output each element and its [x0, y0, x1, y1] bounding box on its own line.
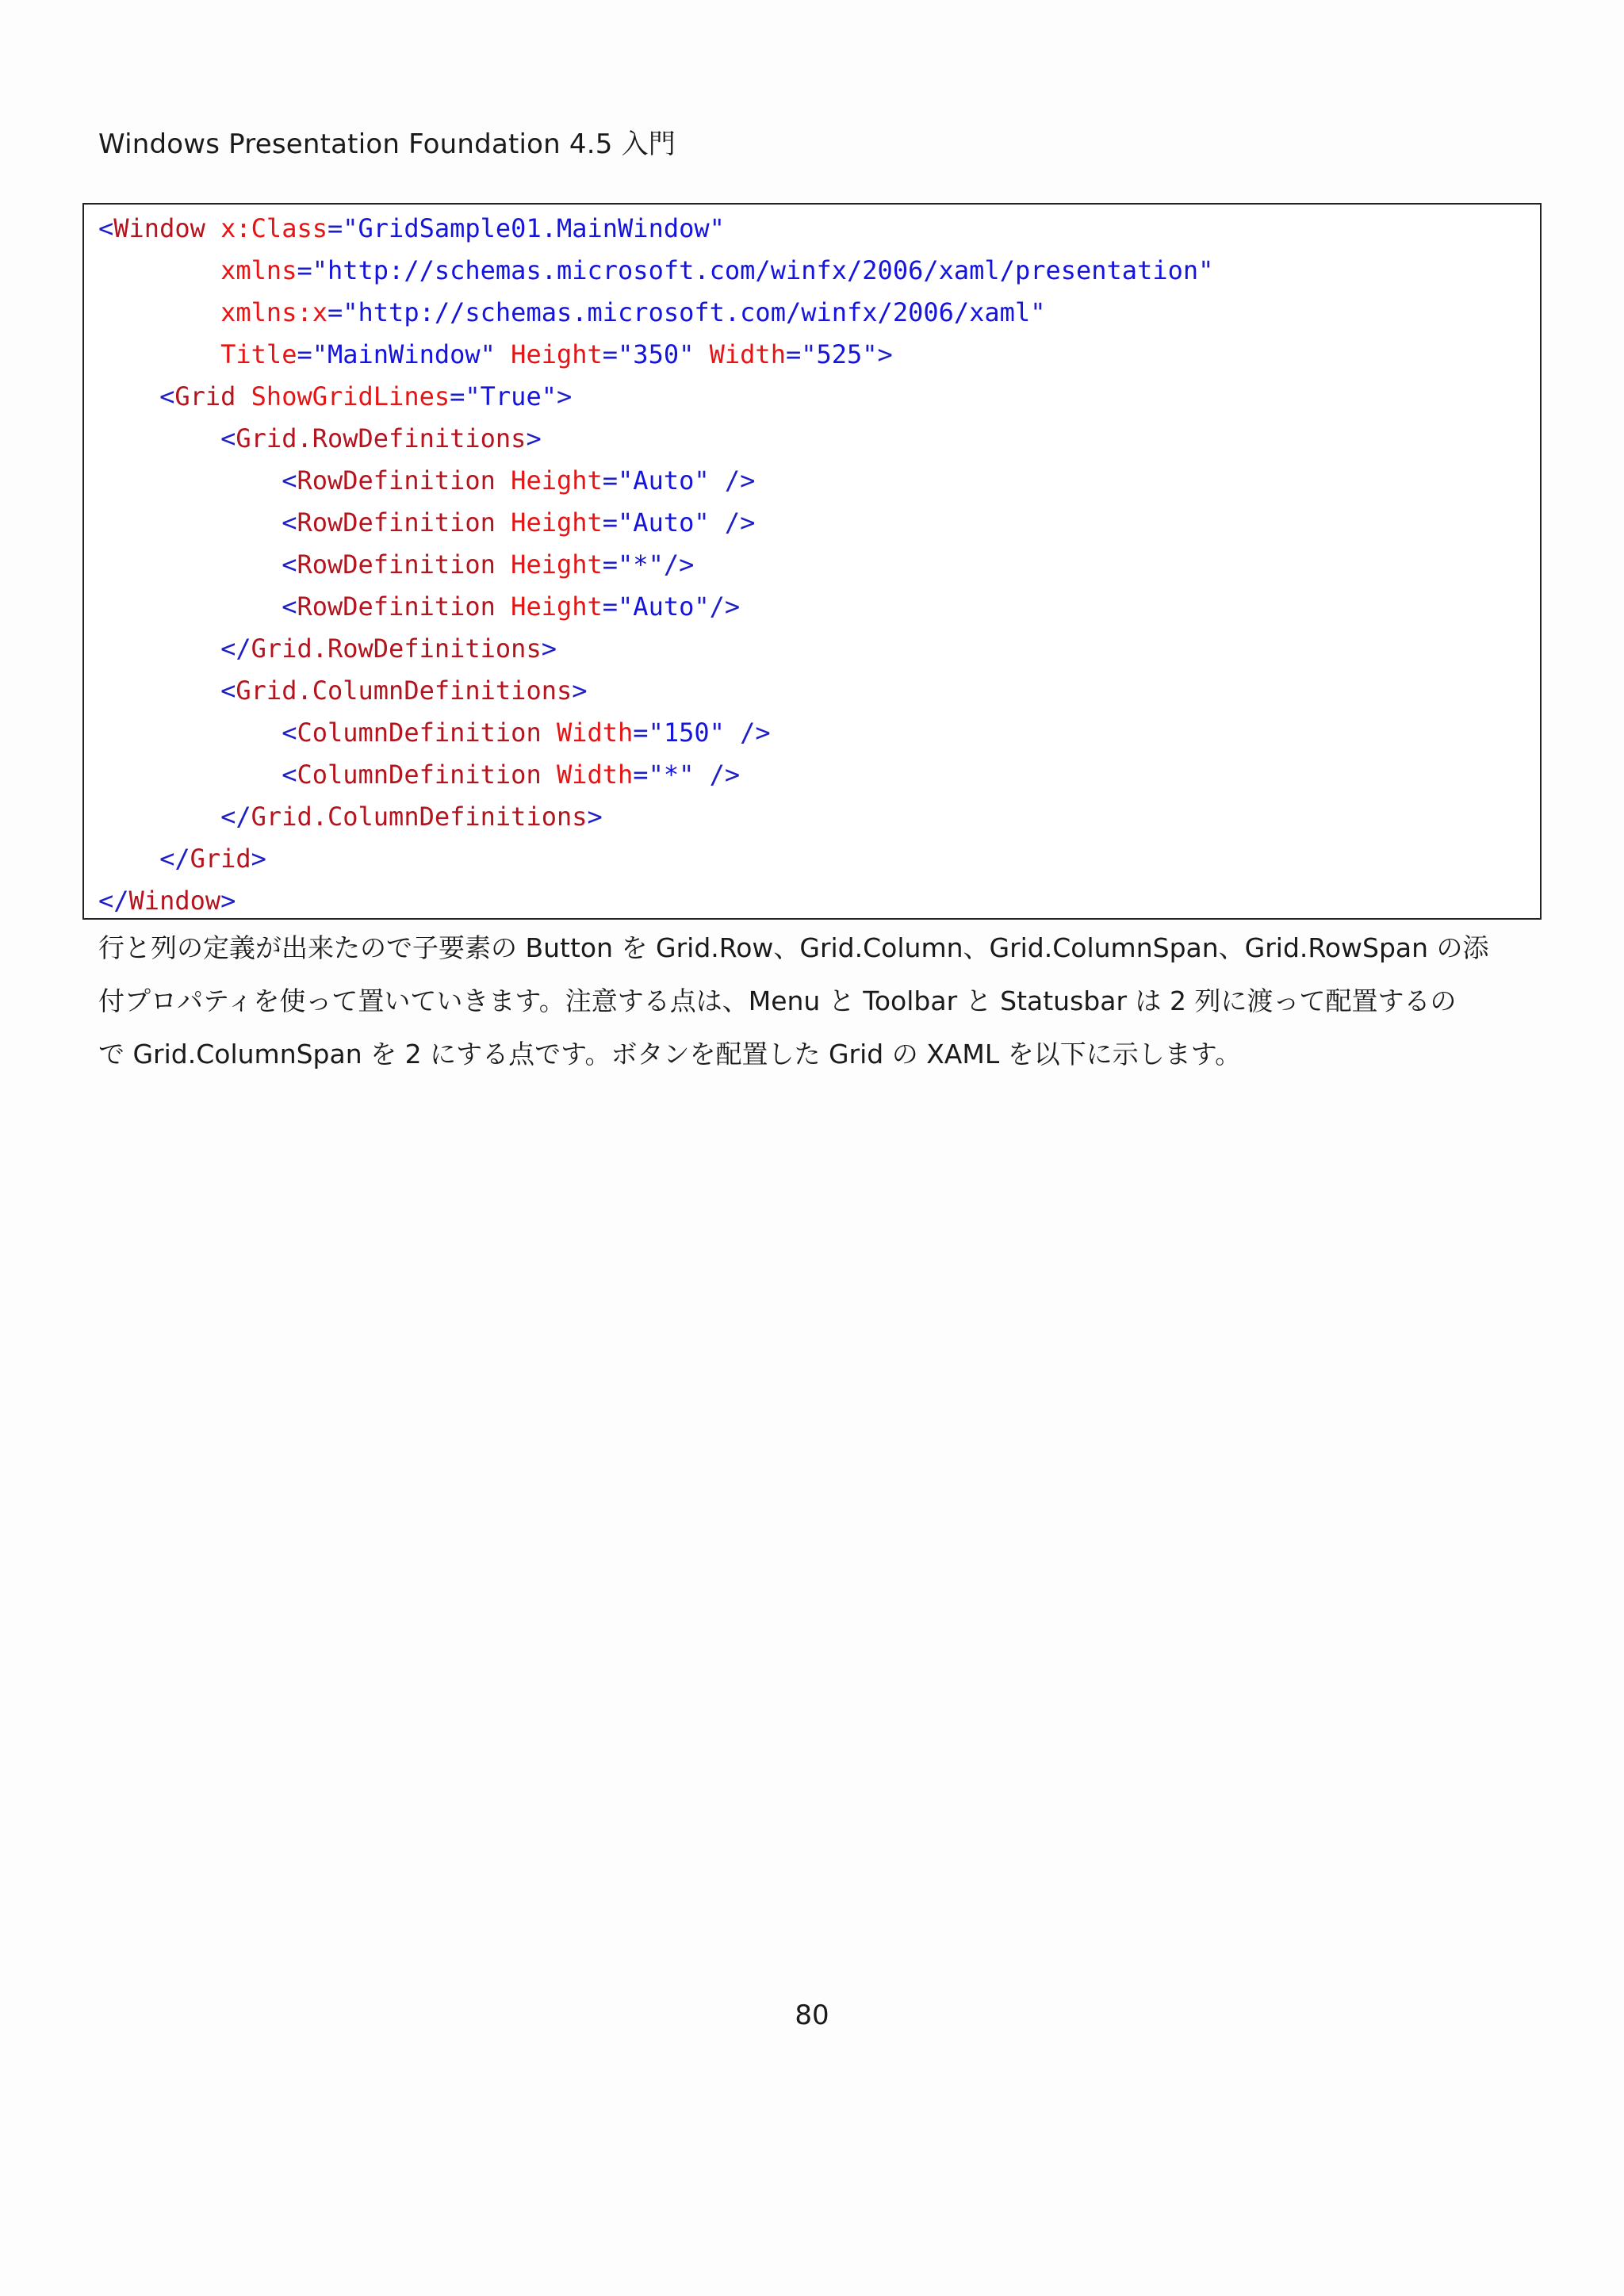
code-token: ": [1198, 255, 1214, 285]
code-token: 350: [633, 339, 680, 369]
code-token: x:Class: [205, 213, 327, 243]
code-token: ColumnDefinition: [297, 718, 542, 748]
code-token: >: [587, 802, 603, 832]
code-token: <: [98, 718, 297, 748]
code-token: >: [541, 633, 557, 664]
code-token: Grid: [174, 381, 236, 411]
code-token: RowDefinition: [297, 507, 496, 538]
code-token: Auto: [633, 507, 695, 538]
code-token: Height: [495, 507, 603, 538]
body-paragraph-line-1: 行と列の定義が出来たので子要素の Button を Grid.Row、Grid.Column、Grid.ColumnSpan、Grid.RowSpan の添: [98, 932, 1489, 963]
code-token: Grid.RowDefinitions: [251, 633, 542, 664]
code-token: " />: [709, 718, 771, 748]
code-token: Title: [220, 339, 297, 369]
code-token: True: [480, 381, 542, 411]
code-token: [98, 297, 220, 327]
code-token: <: [98, 213, 114, 243]
code-token: =": [602, 591, 634, 622]
code-token: >: [526, 423, 542, 453]
code-token: <: [98, 507, 297, 538]
code-token: Window: [128, 886, 221, 916]
code-token: <: [98, 549, 297, 580]
code-token: RowDefinition: [297, 549, 496, 580]
code-token: =": [297, 255, 327, 285]
code-token: Grid: [190, 844, 251, 874]
code-line: [98, 633, 557, 664]
code-token: Height: [495, 465, 603, 496]
code-token: ": [679, 339, 695, 369]
code-token: </: [98, 886, 129, 916]
code-line: [98, 507, 755, 538]
code-token: ShowGridLines: [236, 381, 450, 411]
code-line: [98, 381, 572, 412]
code-token: =": [602, 465, 634, 496]
code-token: Width: [694, 339, 786, 369]
code-token: GridSample01.MainWindow: [358, 213, 710, 243]
code-token: Window: [113, 213, 205, 243]
body-paragraph-line-3: で Grid.ColumnSpan を 2 にする点です。ボタンを配置した Grid の XAML を以下に示します。: [98, 1039, 1242, 1070]
code-token: =": [297, 339, 327, 369]
code-token: http://schemas.microsoft.com/winfx/2006/xaml: [358, 297, 1031, 327]
code-token: " />: [694, 465, 756, 496]
code-token: [98, 339, 220, 369]
code-token: "/>: [694, 591, 741, 622]
code-token: <: [98, 760, 297, 790]
code-token: MainWindow: [327, 339, 481, 369]
code-line: [98, 885, 236, 916]
code-listing: [82, 203, 1542, 920]
code-token: Width: [541, 760, 634, 790]
code-token: RowDefinition: [297, 591, 496, 622]
body-paragraph-line-2: 付プロパティを使って置いていきます。注意する点は、Menu と Toolbar と Statusbar は 2 列に渡って配置するの: [98, 985, 1457, 1016]
page-header-title: Windows Presentation Foundation 4.5 入門: [98, 128, 676, 160]
code-token: =": [327, 297, 358, 327]
code-line: [98, 843, 266, 874]
code-token: xmlns: [220, 255, 297, 285]
code-token: =": [327, 213, 358, 243]
code-token: Grid.RowDefinitions: [236, 423, 527, 453]
code-token: </: [98, 802, 251, 832]
code-token: Auto: [633, 465, 695, 496]
code-token: =": [602, 339, 634, 369]
code-line: [98, 759, 740, 790]
code-token: <: [98, 465, 297, 496]
code-line: [98, 339, 893, 370]
code-token: "/>: [648, 549, 695, 580]
code-token: Height: [495, 549, 603, 580]
code-token: " />: [694, 507, 756, 538]
code-token: 150: [663, 718, 710, 748]
code-token: <: [98, 423, 236, 453]
code-line: [98, 254, 1213, 286]
code-token: </: [98, 844, 190, 874]
code-token: =": [450, 381, 481, 411]
code-token: Height: [495, 339, 603, 369]
code-token: Grid.ColumnDefinitions: [251, 802, 588, 832]
code-line: [98, 423, 542, 454]
code-token: ": [709, 213, 725, 243]
code-token: =": [602, 549, 634, 580]
code-token: xmlns:x: [220, 297, 327, 327]
code-line: [98, 549, 694, 580]
code-line: [98, 297, 1045, 328]
code-token: *: [663, 760, 680, 790]
code-token: RowDefinition: [297, 465, 496, 496]
code-token: =": [633, 760, 664, 790]
code-token: =": [785, 339, 817, 369]
code-line: [98, 591, 740, 622]
code-token: Auto: [633, 591, 695, 622]
code-token: >: [572, 675, 588, 706]
code-token: =": [633, 718, 664, 748]
code-line: [98, 801, 603, 832]
code-token: >: [251, 844, 266, 874]
code-token: ">: [862, 339, 893, 369]
code-token: =": [602, 507, 634, 538]
code-token: Grid.ColumnDefinitions: [236, 675, 573, 706]
code-token: ": [1030, 297, 1046, 327]
code-token: ": [480, 339, 496, 369]
code-token: >: [220, 886, 236, 916]
code-token: </: [98, 633, 251, 664]
page-number: 80: [795, 1999, 829, 2031]
code-token: [98, 255, 220, 285]
code-token: *: [633, 549, 649, 580]
code-line: [98, 212, 725, 244]
code-token: ">: [541, 381, 573, 411]
code-line: [98, 717, 771, 748]
code-token: <: [98, 675, 236, 706]
code-line: [98, 675, 588, 706]
code-token: " />: [679, 760, 741, 790]
code-token: Width: [541, 718, 634, 748]
code-token: ColumnDefinition: [297, 760, 542, 790]
code-token: http://schemas.microsoft.com/winfx/2006/xaml/presentation: [327, 255, 1199, 285]
code-token: <: [98, 381, 175, 411]
code-token: Height: [495, 591, 603, 622]
code-line: [98, 465, 755, 496]
code-token: 525: [816, 339, 863, 369]
code-token: <: [98, 591, 297, 622]
